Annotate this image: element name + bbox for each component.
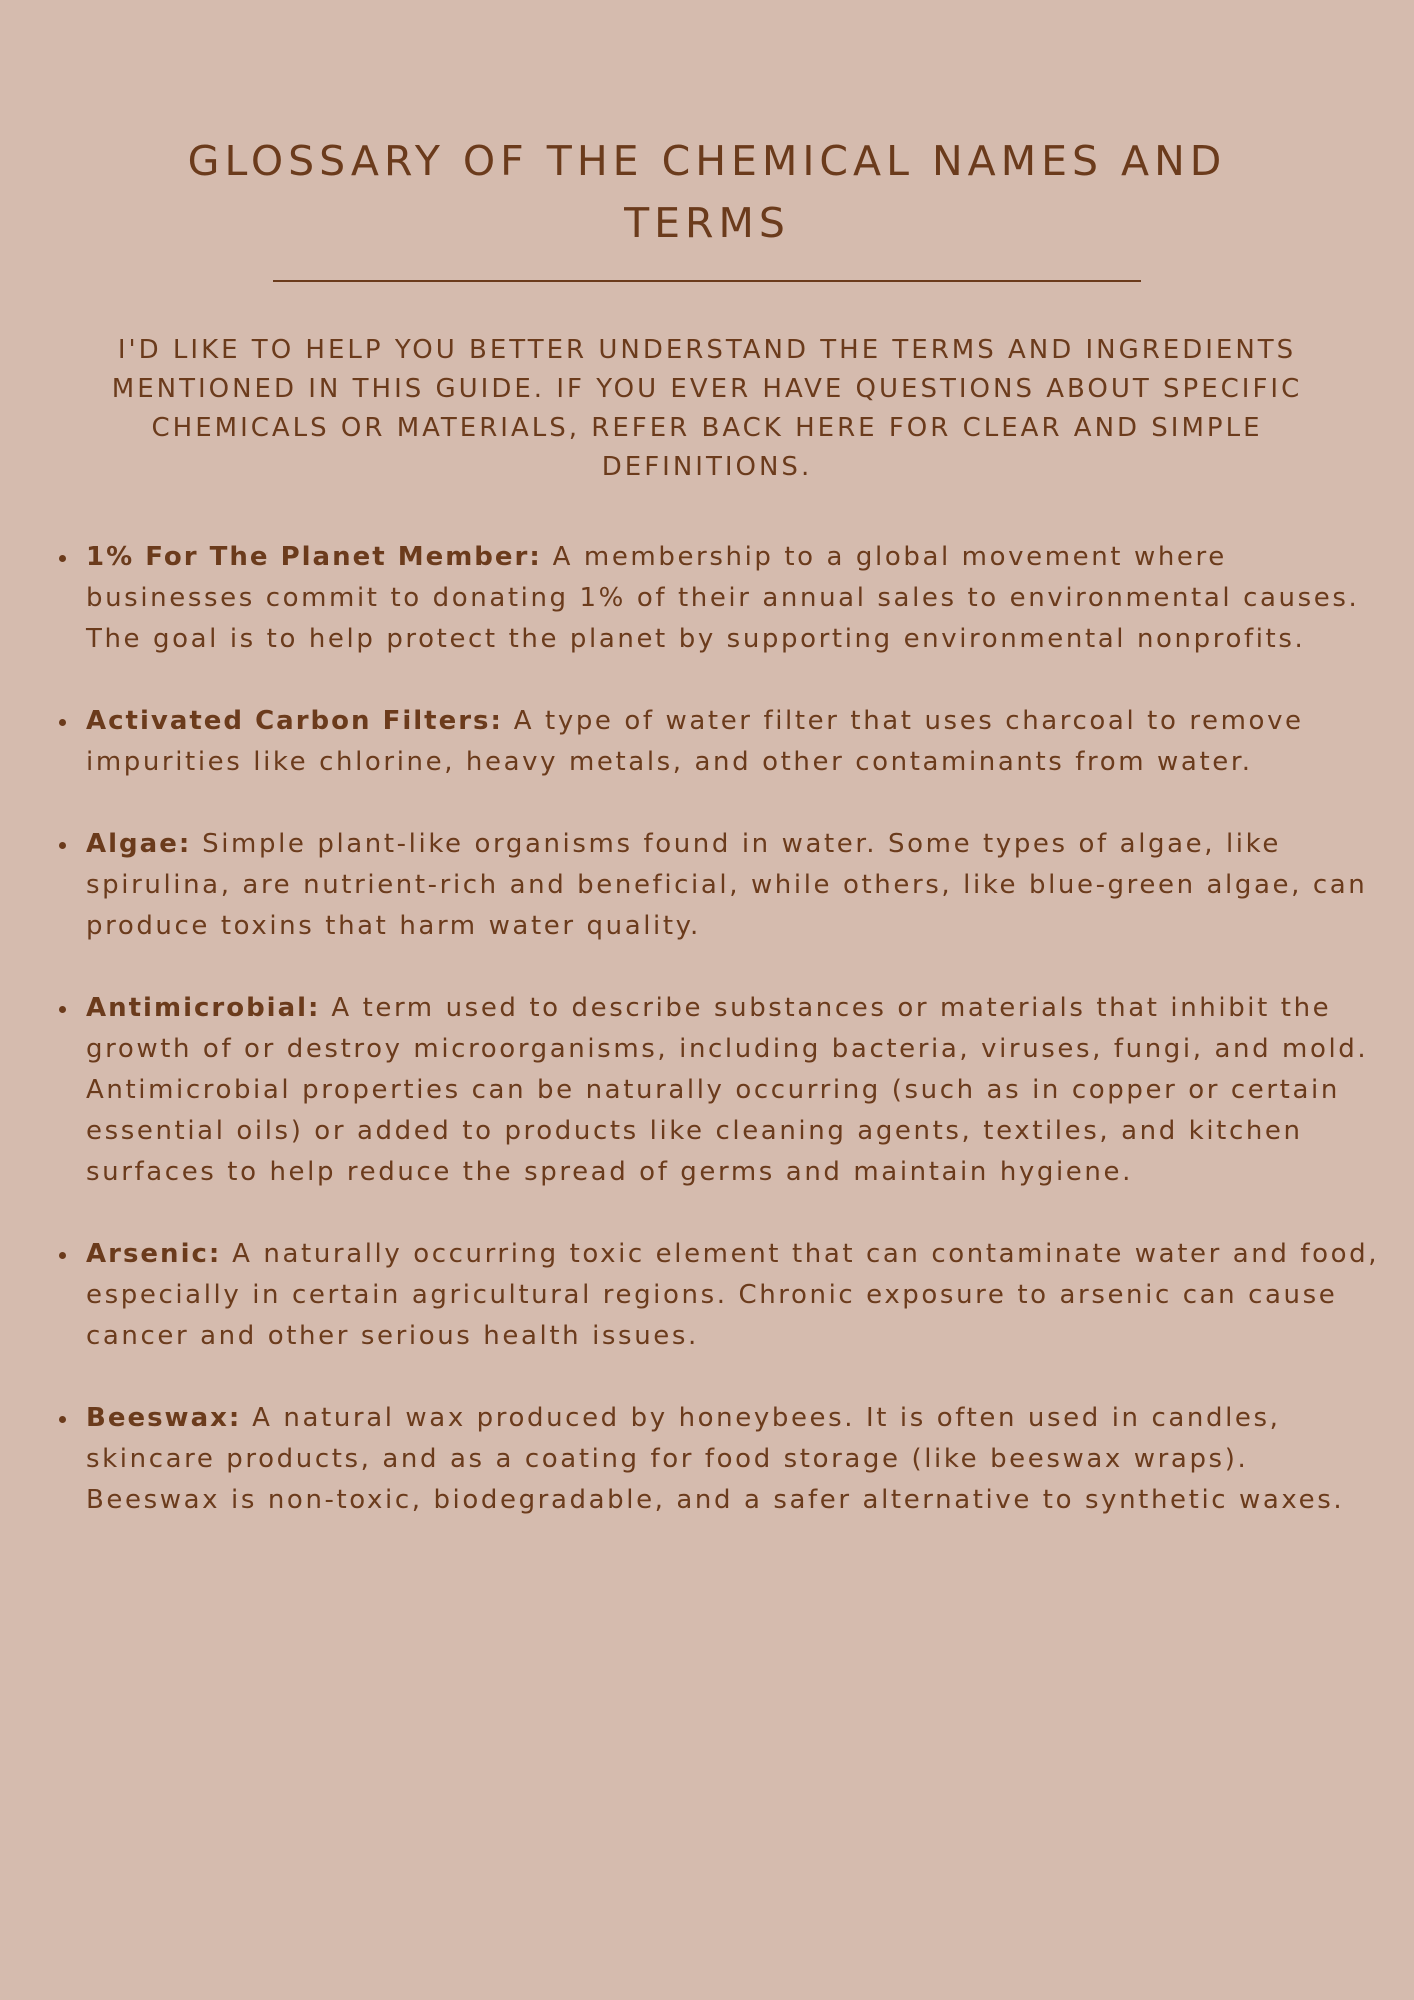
- glossary-term: Beeswax:: [86, 1403, 242, 1433]
- bullet-icon: [59, 555, 66, 562]
- glossary-definition: Simple plant-like organisms found in water. Some types of algae, like spirulina, are nutrient-rich and beneficial, while others, like blue-green algae, can produce toxins that harm water quality.: [86, 829, 1368, 941]
- bullet-icon: [59, 842, 66, 849]
- bullet-icon: [59, 1416, 66, 1423]
- glossary-entry-algae: [86, 824, 1386, 947]
- glossary-definition: A term used to describe substances or materials that inhibit the growth of or destroy microorganisms, including bacteria, viruses, fungi, and mold. Antimicrobial properties can be naturally occurring (such as in copper or certain essential oils) or added to products like cleaning agents, textiles, and kitchen surfaces to help reduce the spread of germs and maintain hygiene.: [86, 993, 1369, 1187]
- glossary-definition: A natural wax produced by honeybees. It is often used in candles, skincare products, and as a coating for food storage (like beeswax wraps). Beeswax is non-toxic, biodegradable, and a safer alternative to synthetic waxes.: [86, 1403, 1345, 1515]
- intro-paragraph: I'D LIKE TO HELP YOU BETTER UNDERSTAND THE TERMS AND INGREDIENTS MENTIONED IN THIS GUIDE. IF YOU EVER HAVE QUESTIONS ABOUT SPECIFIC CHEMICALS OR MATERIALS, REFER BACK HERE FOR CLEAR AND SIMPLE DEFINITIONS.: [111, 335, 1303, 482]
- glossary-entry-antimicrobial: [86, 988, 1386, 1193]
- bullet-icon: [59, 719, 66, 726]
- glossary-entry-beeswax: [86, 1398, 1386, 1521]
- glossary-entry-1-percent-for-the-planet: [86, 537, 1386, 660]
- glossary-entry-activated-carbon-filters: [86, 701, 1386, 783]
- glossary-term: Activated Carbon Filters:: [86, 706, 503, 736]
- glossary-entry-arsenic: [86, 1234, 1386, 1357]
- glossary-term: Algae:: [86, 829, 192, 859]
- glossary-list: [86, 537, 1386, 1562]
- glossary-term: Arsenic:: [86, 1239, 222, 1269]
- glossary-definition: A naturally occurring toxic element that can contaminate water and food, especially in certain agricultural regions. Chronic exposure to arsenic can cause cancer and other serious health issues.: [86, 1239, 1380, 1351]
- page-title: GLOSSARY OF THE CHEMICAL NAMES AND TERMS: [187, 137, 1227, 247]
- title-divider: [273, 280, 1141, 282]
- bullet-icon: [59, 1006, 66, 1013]
- glossary-definition: A membership to a global movement where businesses commit to donating 1% of their annual sales to environmental causes. The goal is to help protect the planet by supporting environmental nonprofits.: [86, 542, 1360, 654]
- glossary-term: Antimicrobial:: [86, 993, 321, 1023]
- bullet-icon: [59, 1252, 66, 1259]
- glossary-term: 1% For The Planet Member:: [86, 542, 542, 572]
- glossary-definition: A type of water filter that uses charcoal to remove impurities like chlorine, heavy metals, and other contaminants from water.: [86, 706, 1304, 777]
